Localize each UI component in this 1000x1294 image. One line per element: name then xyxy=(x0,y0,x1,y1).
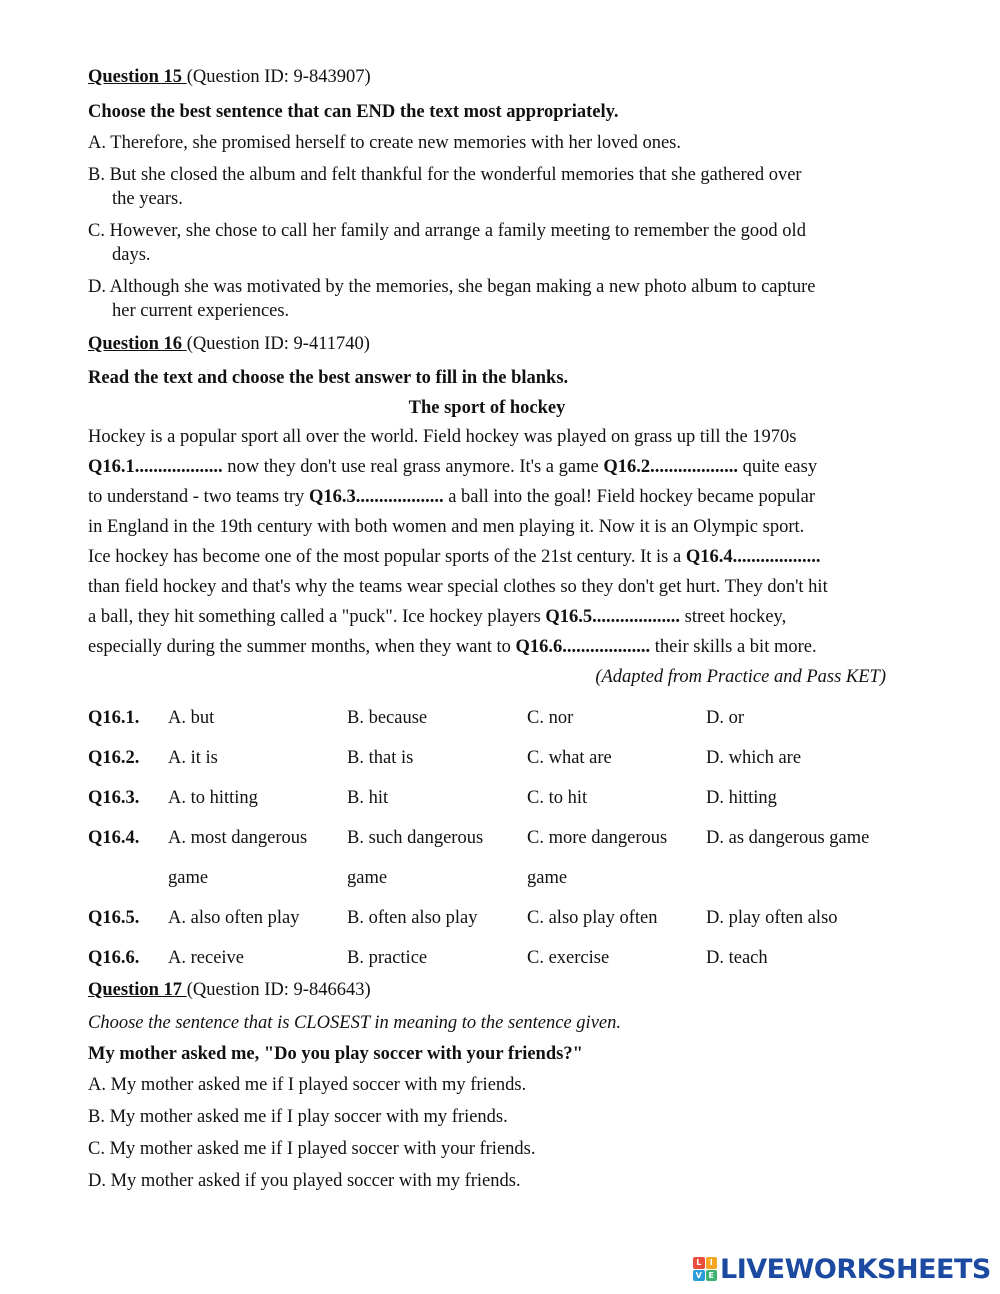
blank-16-6[interactable]: Q16.6................... xyxy=(515,637,651,657)
q16-2-option-a[interactable]: A. it is xyxy=(168,748,218,768)
blank-16-2[interactable]: Q16.2................... xyxy=(603,457,738,477)
question-label: Question 16 xyxy=(88,334,187,354)
passage-title: The sport of hockey xyxy=(408,398,566,418)
text: a ball, they hit something called a "puck". Ice hockey players xyxy=(88,607,546,627)
passage-line xyxy=(88,607,886,628)
q16-4-option-c[interactable]: C. more dangerous xyxy=(527,828,668,848)
passage-text xyxy=(88,427,886,448)
text: especially during the summer months, when they want to xyxy=(88,637,516,657)
question-15-header xyxy=(88,67,371,88)
q17-option-b[interactable]: B. My mother asked me if I play soccer with my friends. xyxy=(88,1107,508,1127)
q16-5-option-a[interactable]: A. also often play xyxy=(168,908,300,928)
q16-1-option-c[interactable]: C. nor xyxy=(527,708,574,728)
question-id: (Question ID: 9-843907) xyxy=(186,67,371,87)
question-id: (Question ID: 9-411740) xyxy=(186,334,370,354)
question-17-header xyxy=(88,980,371,1001)
q16-6-option-b[interactable]: B. practice xyxy=(347,948,428,968)
text: street hockey, xyxy=(680,607,787,627)
text: Hockey is a popular sport all over the world. Field hockey was played on grass up till the 1970s xyxy=(88,427,797,447)
q16-5-option-c[interactable]: C. also play often xyxy=(527,908,658,928)
q16-1-option-b[interactable]: B. because xyxy=(347,708,428,728)
q16-4-option-b-cont: game xyxy=(347,868,388,888)
q15-option-d[interactable]: D. Although she was motivated by the memories, she began making a new photo album to capture xyxy=(88,277,816,297)
q15-option-c-cont: days. xyxy=(112,245,151,265)
q16-1-option-d[interactable]: D. or xyxy=(706,708,745,728)
logo-tile: I xyxy=(706,1257,718,1269)
question-16-header xyxy=(88,334,370,355)
q17-option-d[interactable]: D. My mother asked if you played soccer with my friends. xyxy=(88,1171,521,1191)
q16-2-option-b[interactable]: B. that is xyxy=(347,748,414,768)
q16-6-option-c[interactable]: C. exercise xyxy=(527,948,610,968)
q15-option-b-cont: the years. xyxy=(112,189,183,209)
logo-tile: L xyxy=(693,1257,705,1269)
item-label: Q16.5. xyxy=(88,908,140,928)
passage-line xyxy=(88,637,886,658)
blank-16-4[interactable]: Q16.4................... xyxy=(685,547,821,567)
q16-4-option-a[interactable]: A. most dangerous xyxy=(168,828,308,848)
text: a ball into the goal! Field hockey became popular xyxy=(443,487,815,507)
q15-option-a[interactable]: A. Therefore, she promised herself to create new memories with her loved ones. xyxy=(88,133,681,153)
logo-tile: E xyxy=(706,1270,718,1282)
q16-3-option-d[interactable]: D. hitting xyxy=(706,788,777,808)
q16-4-option-a-cont: game xyxy=(168,868,209,888)
item-label: Q16.6. xyxy=(88,948,140,968)
q16-4-option-d[interactable]: D. as dangerous game xyxy=(706,828,870,848)
q16-1-option-a[interactable]: A. but xyxy=(168,708,215,728)
q16-6-option-a[interactable]: A. receive xyxy=(168,948,245,968)
text: Ice hockey has become one of the most popular sports of the 21st century. It is a xyxy=(88,547,686,567)
item-label: Q16.2. xyxy=(88,748,140,768)
blank-16-1[interactable] xyxy=(88,457,817,478)
passage-line xyxy=(88,547,886,568)
text: their skills a bit more. xyxy=(650,637,817,657)
q16-6-option-d[interactable]: D. teach xyxy=(706,948,768,968)
q16-4-option-b[interactable]: B. such dangerous xyxy=(347,828,484,848)
passage-source: (Adapted from Practice and Pass KET) xyxy=(595,667,886,687)
q16-3-option-c[interactable]: C. to hit xyxy=(527,788,588,808)
question-17-instruction: Choose the sentence that is CLOSEST in meaning to the sentence given. xyxy=(88,1013,621,1033)
text: to understand - two teams try xyxy=(88,487,309,507)
logo-mark-icon xyxy=(693,1257,717,1281)
q16-5-option-b[interactable]: B. often also play xyxy=(347,908,478,928)
q15-option-d-cont: her current experiences. xyxy=(112,301,290,321)
question-15-instruction: Choose the best sentence that can END the text most appropriately. xyxy=(88,102,619,122)
q17-option-a[interactable]: A. My mother asked me if I played soccer with my friends. xyxy=(88,1075,527,1095)
q16-4-option-c-cont: game xyxy=(527,868,568,888)
passage-line: in England in the 19th century with both women and men playing it. Now it is an Olympic sport. xyxy=(88,517,805,537)
logo-text: LIVEWORKSHEETS xyxy=(720,1253,991,1285)
q16-3-option-b[interactable]: B. hit xyxy=(347,788,389,808)
blank-16-5[interactable]: Q16.5................... xyxy=(545,607,681,627)
blank-label: Q16.1................... xyxy=(88,457,223,477)
passage-line xyxy=(88,487,886,508)
question-16-instruction: Read the text and choose the best answer to fill in the blanks. xyxy=(88,368,569,388)
passage-line xyxy=(88,457,886,478)
q16-3-option-a[interactable]: A. to hitting xyxy=(168,788,258,808)
passage-line: than field hockey and that's why the teams wear special clothes so they don't get hurt. They don't hit xyxy=(88,577,828,597)
text: quite easy xyxy=(737,457,818,477)
q16-2-option-d[interactable]: D. which are xyxy=(706,748,802,768)
q15-option-c[interactable]: C. However, she chose to call her family and arrange a family meeting to remember the good old xyxy=(88,221,806,241)
item-label: Q16.4. xyxy=(88,828,140,848)
liveworksheets-logo[interactable] xyxy=(693,1254,991,1284)
q15-option-b[interactable]: B. But she closed the album and felt thankful for the wonderful memories that she gathered over xyxy=(88,165,802,185)
logo-tile: V xyxy=(693,1270,705,1282)
q16-5-option-d[interactable]: D. play often also xyxy=(706,908,838,928)
blank-16-3[interactable]: Q16.3................... xyxy=(308,487,444,507)
item-label: Q16.3. xyxy=(88,788,140,808)
question-id: (Question ID: 9-846643) xyxy=(186,980,371,1000)
question-label: Question 15 xyxy=(88,67,187,87)
text: now they don't use real grass anymore. It's a game xyxy=(222,457,604,477)
q16-2-option-c[interactable]: C. what are xyxy=(527,748,612,768)
q17-option-c[interactable]: C. My mother asked me if I played soccer with your friends. xyxy=(88,1139,536,1159)
item-label: Q16.1. xyxy=(88,708,140,728)
question-17-prompt: My mother asked me, "Do you play soccer with your friends?" xyxy=(88,1044,583,1064)
passage-line xyxy=(88,427,886,448)
question-label: Question 17 xyxy=(88,980,187,1000)
